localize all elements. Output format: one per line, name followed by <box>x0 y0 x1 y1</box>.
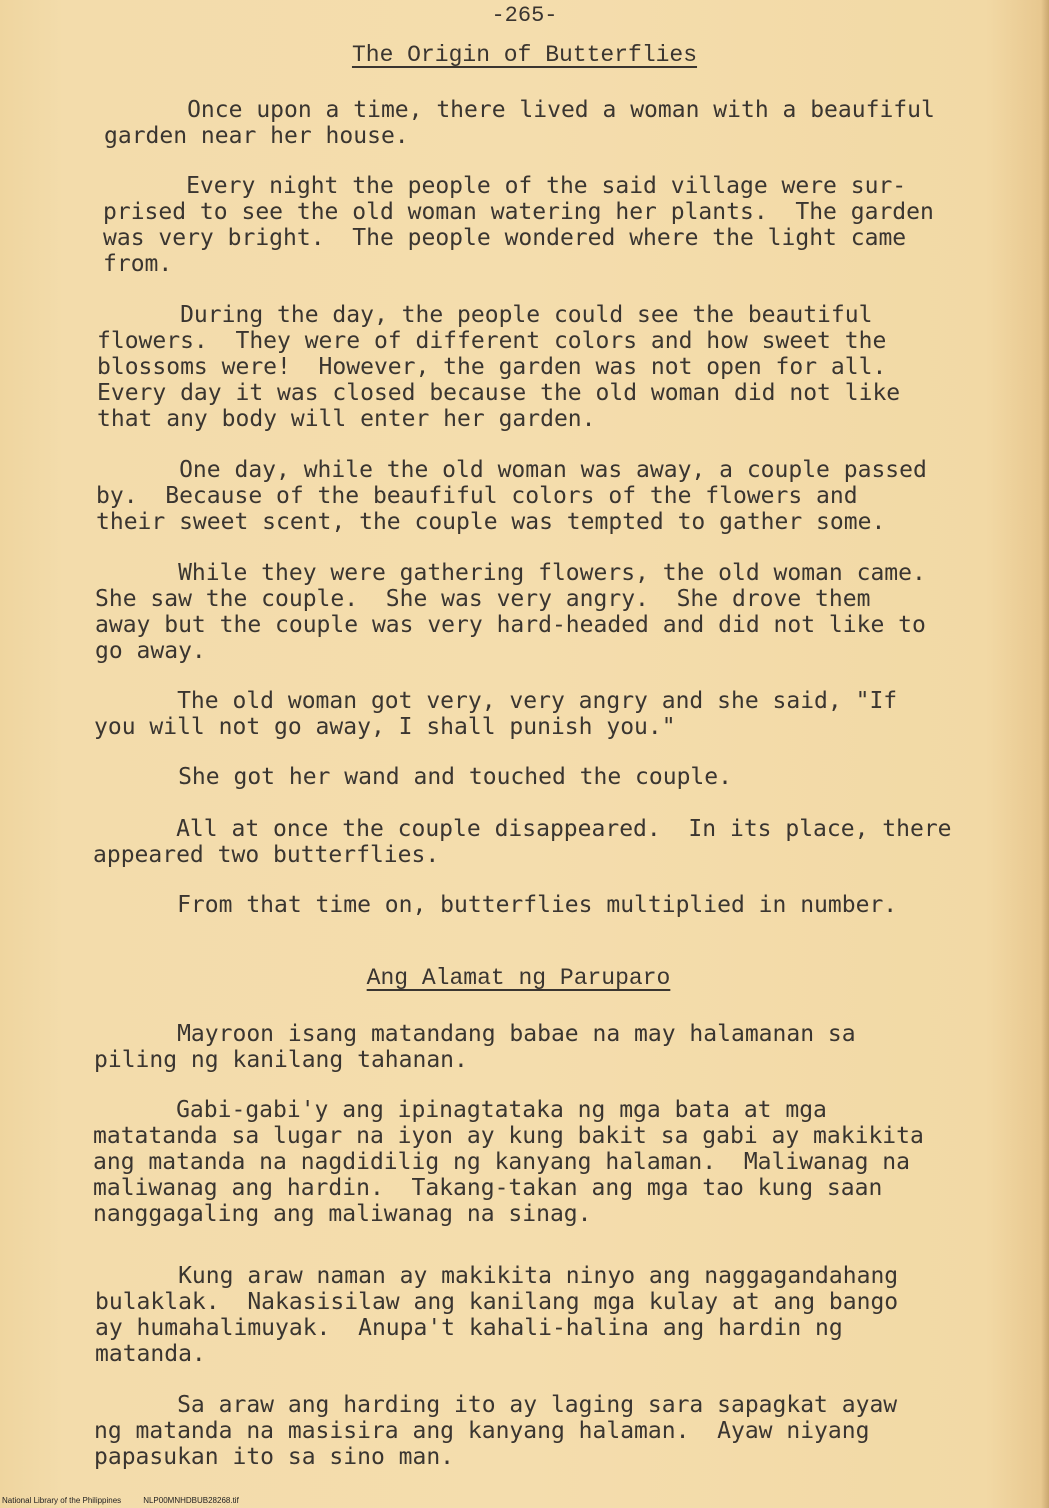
page-number: -265- <box>491 3 558 28</box>
english-paragraph-7: She got her wand and touched the couple. <box>95 764 732 790</box>
tagalog-paragraph-1: Mayroon isang matandang babae na may halamanan sa piling ng kanilang tahanan. <box>94 1021 856 1073</box>
tagalog-paragraph-3: Kung araw naman ay makikita ninyo ang naggagandahang bulaklak. Nakasisilaw ang kanilang mga kulay at ang bango ay humahalimuyak. Anupa't kahali-halina ang hardin ng matanda. <box>95 1263 899 1367</box>
tagalog-title: Ang Alamat ng Paruparo <box>366 965 671 991</box>
footer-library-name: National Library of the Philippines <box>2 1496 122 1505</box>
english-paragraph-9: From that time on, butterflies multiplied in number. <box>94 892 898 918</box>
tagalog-paragraph-4: Sa araw ang harding ito ay laging sara sapagkat ayaw ng matanda na masisira ang kanyang halaman. Ayaw niyang papasukan ito sa sino man. <box>94 1392 898 1470</box>
tagalog-paragraph-2: Gabi-gabi'y ang ipinagtataka ng mga bata at mga matatanda sa lugar na iyon ay kung bakit sa gabi ay makikita ang matanda na nagdidilig ng kanyang halaman. Maliwanag na maliwanag ang hardin. Takang-takan ang mga tao kung saan nanggagaling ang maliwanag na sinag. <box>93 1097 924 1227</box>
english-paragraph-8: All at once the couple disappeared. In its place, there appeared two butterflies. <box>93 816 952 868</box>
english-paragraph-1: Once upon a time, there lived a woman with a beaufiful garden near her house. <box>104 97 935 149</box>
footer-file-id: NLP00MNHDBUB28268.tif <box>143 1496 239 1505</box>
english-paragraph-4: One day, while the old woman was away, a couple passed by. Because of the beaufiful colors of the flowers and their sweet scent, the couple was tempted to gather some. <box>96 457 927 535</box>
archive-footer <box>2 1496 261 1505</box>
english-paragraph-5: While they were gathering flowers, the old woman came. She saw the couple. She was very angry. She drove them away but the couple was very hard-headed and did not like to go away. <box>95 560 926 664</box>
english-title: The Origin of Butterflies <box>351 42 698 68</box>
page-edge-shadow <box>1041 0 1049 1508</box>
english-paragraph-6: The old woman got very, very angry and she said, "If you will not go away, I shall punish you." <box>94 688 898 740</box>
english-paragraph-2: Every night the people of the said village were sur- prised to see the old woman watering her plants. The garden was very bright. The people wondered where the light came from. <box>103 173 934 277</box>
english-paragraph-3: During the day, the people could see the beautiful flowers. They were of different colors and how sweet the blossoms were! However, the garden was not open for all. Every day it was closed because the old woman did not like that any body will enter her garden. <box>97 302 901 432</box>
